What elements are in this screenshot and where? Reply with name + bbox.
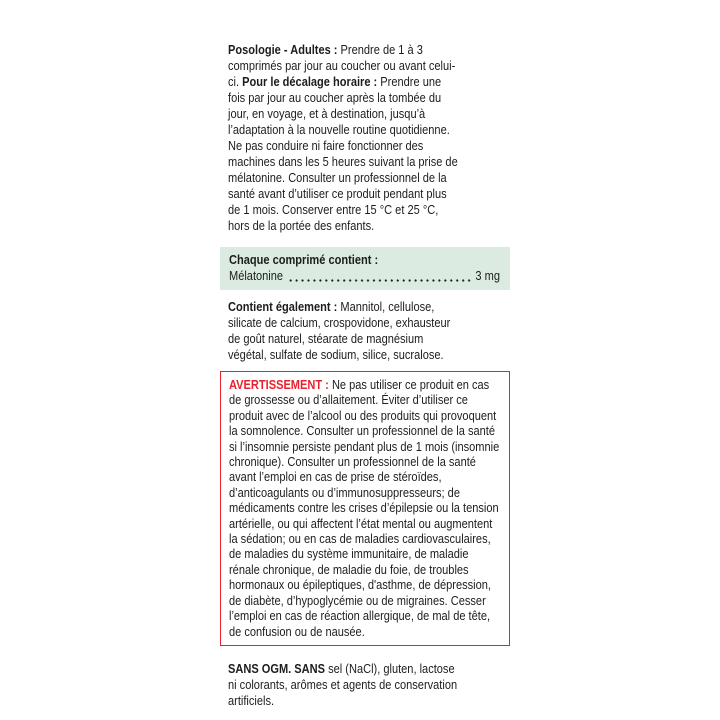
warning-text: Ne pas utiliser ce produit en cas de grossesse ou d’allaitement. Éviter d’utiliser ce produit avec de l’alcool ou des produits qui provoquent la somnolence. Consulter un professionnel de la santé si l’insomnie persiste pendant plus de 1 mois (insomnie chronique). Consulter un professionnel de la santé avant l’emploi en cas de prise de stéroïdes, d’anticoagulants ou d’immunosuppresseurs; de médicaments contre les crises d’épilepsie ou la tension artérielle, ou qui affectent l’état mental ou augmentent la sédation; ou en cas de maladies cardiovasculaires, de maladies du système immunitaire, de maladie rénale chronique, de maladie du foie, de troubles hormonaux ou épileptiques, d'asthme, de dépression, de diabète, d’hypoglycémie ou de migraines. Cesser l’emploi en cas de réaction allergique, de mal de tête, de confusion ou de nausée. — [229, 377, 500, 639]
dosage-box-inner — [229, 252, 500, 284]
footer-heading: SANS OGM. SANS — [228, 660, 329, 676]
warning-paragraph — [229, 377, 501, 639]
ingredient-amount: 3 mg — [475, 268, 501, 283]
posologie-paragraph — [228, 42, 459, 234]
dosage-heading-text: Chaque comprimé contient : — [229, 252, 379, 267]
ingredients-text: Mannitol, cellulose, silicate de calcium, crospovidone, exhausteur de goût naturel, stéarate de magnésium végétal, sulfate de sodium, silice, sucralose. — [228, 299, 451, 362]
warning-heading: AVERTISSEMENT : — [229, 377, 332, 392]
footer-text: sel (NaCl), gluten, lactose ni colorants, arômes et agents de conservation artificiels. — [228, 660, 458, 708]
footer-paragraph — [228, 661, 459, 709]
label-column — [220, 42, 510, 709]
dosage-box — [220, 247, 510, 290]
posologie-heading: Posologie - Adultes : — [228, 42, 341, 57]
decalage-horaire-heading: Pour le décalage horaire : — [242, 74, 381, 89]
posologie-text-1: Prendre de 1 à 3 comprimés par jour au coucher ou avant celui-ci. — [228, 42, 456, 89]
ingredients-paragraph — [228, 299, 459, 363]
ingredients-heading: Contient également : — [228, 299, 341, 314]
ingredient-name: Mélatonine — [229, 268, 284, 283]
dosage-row — [229, 268, 500, 284]
dosage-heading — [229, 252, 500, 268]
warning-box — [220, 371, 510, 646]
dot-leader — [289, 279, 470, 282]
posologie-text-2: Prendre une fois par jour au coucher après la tombée du jour, en voyage, et à destination, jusqu’à l’adaptation à la nouvelle routine quotidienne. Ne pas conduire ni faire fonctionner des machines dans les 5 heures suivant la prise de mélatonine. Consulter un professionnel de la santé avant d’utiliser ce produit pendant plus de 1 mois. Conserver entre 15 °C et 25 °C, hors de la portée des enfants. — [228, 74, 458, 233]
